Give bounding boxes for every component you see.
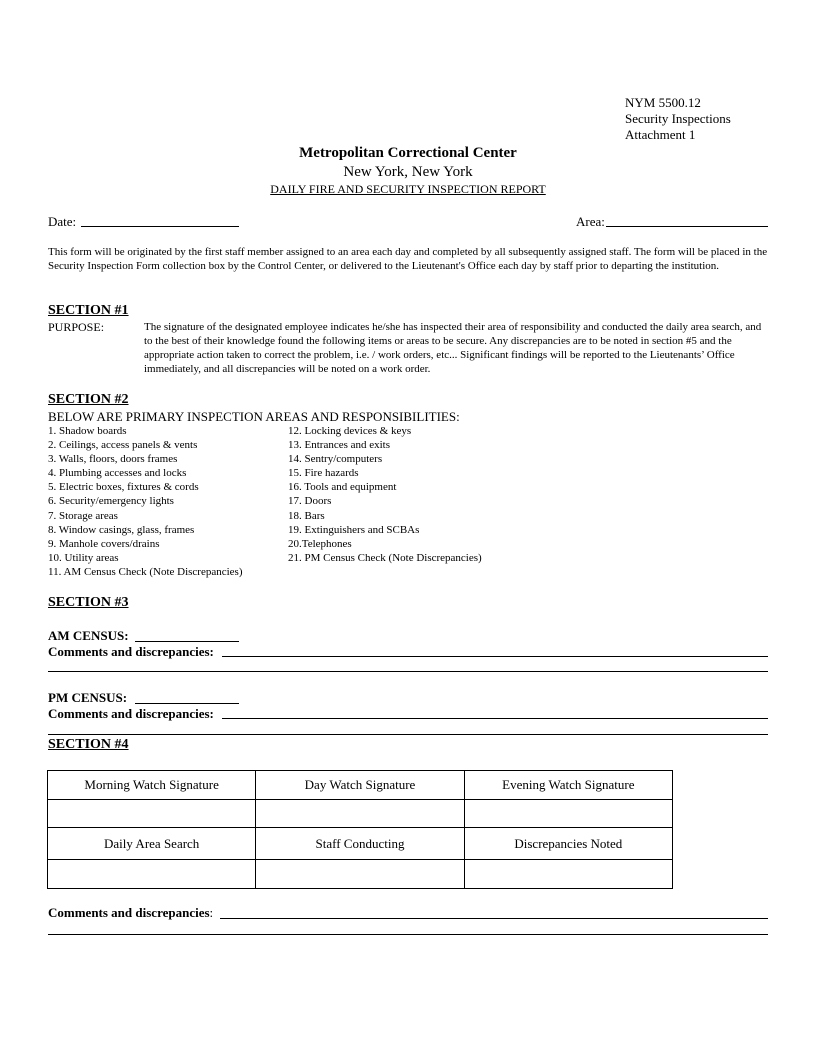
discrepancies-noted-header: Discrepancies Noted [464,828,672,859]
list-item: 9. Manhole covers/drains [48,537,160,550]
morning-watch-signature-cell[interactable] [48,800,256,828]
evening-watch-signature-cell[interactable] [464,800,672,828]
pm-comments-field[interactable] [222,718,768,719]
institution-name: Metropolitan Correctional Center [299,145,517,161]
list-item: 14. Sentry/computers [288,453,383,466]
reference-attachment: Attachment 1 [625,127,696,142]
document-reference [625,95,731,143]
am-census-field[interactable] [135,641,239,642]
final-comments-field[interactable] [220,918,768,919]
day-watch-header: Day Watch Signature [256,771,464,800]
reference-number: NYM 5500.12 [625,95,701,110]
list-item: 19. Extinguishers and SCBAs [288,523,420,536]
pm-comments-label: Comments and discrepancies: [48,706,214,721]
day-watch-signature-cell[interactable] [256,800,464,828]
final-comments-label-wrap [48,905,213,921]
section-1-title: SECTION #1 [48,303,129,318]
final-comments-line-2[interactable] [48,934,768,935]
purpose-text: The signature of the designated employee indicates he/she has inspected their area of responsibility and conducted the daily area search, and to the best of their knowledge found the following items or areas to be secure. Any discrepancies are to be noted in section #5 and the appropriate action taken to correct the problem, i.e. / work orders, etc... Significant findings will be reported to the Lieutenants’ Office immediately, and all discrepancies will be noted on a work order. [144,321,762,375]
signature-table [47,770,673,889]
list-item: 17. Doors [288,495,332,508]
list-item: 15. Fire hazards [288,467,359,480]
list-item: 2. Ceilings, access panels & vents [48,439,198,452]
list-item: 11. AM Census Check (Note Discrepancies) [48,565,243,578]
list-item: 6. Security/emergency lights [48,495,174,508]
purpose-label: PURPOSE: [48,320,105,334]
daily-area-search-header: Daily Area Search [48,828,256,859]
date-label: Date: [48,214,77,229]
final-comments-label: Comments and discrepancies [48,905,210,920]
section-2-heading: BELOW ARE PRIMARY INSPECTION AREAS AND RESPONSIBILITIES: [48,409,460,424]
section-3-title: SECTION #3 [48,595,129,610]
list-item: 10. Utility areas [48,551,119,564]
daily-area-search-cell[interactable] [48,859,256,888]
list-item: 8. Window casings, glass, frames [48,523,195,536]
list-item: 18. Bars [288,509,325,522]
reference-subject: Security Inspections [625,111,731,126]
am-comments-line-2[interactable] [48,671,768,672]
pm-census-field[interactable] [135,703,239,704]
pm-census-label: PM CENSUS: [48,690,128,705]
staff-conducting-header: Staff Conducting [256,828,464,859]
final-comments-colon: : [209,905,214,920]
am-census-label: AM CENSUS: [48,628,129,643]
staff-conducting-cell[interactable] [256,859,464,888]
evening-watch-header: Evening Watch Signature [464,771,672,800]
list-item: 20.Telephones [288,537,352,550]
date-field[interactable] [81,226,239,227]
list-item: 7. Storage areas [48,509,118,522]
pm-comments-line-2[interactable] [48,734,768,735]
section-2-title: SECTION #2 [48,392,129,407]
inspection-list-left [48,424,243,579]
list-item: 4. Plumbing accesses and locks [48,467,187,480]
list-item: 3. Walls, floors, doors frames [48,453,178,466]
intro-paragraph: This form will be originated by the first staff member assigned to an area each day and completed by all subsequently assigned staff. The form will be placed in the Security Inspection Form collection box by the Control Center, or delivered to the Lieutenant's Office each day by staff prior to departing the institution. [48,246,768,272]
list-item: 16. Tools and equipment [288,481,397,494]
section-4-title: SECTION #4 [48,737,129,752]
morning-watch-header: Morning Watch Signature [48,771,256,800]
list-item: 13. Entrances and exits [288,439,391,452]
report-title: DAILY FIRE AND SECURITY INSPECTION REPORT [270,182,546,196]
institution-city: New York, New York [343,164,473,180]
am-comments-label: Comments and discrepancies: [48,644,214,659]
inspection-list-right [288,424,482,565]
list-item: 1. Shadow boards [48,425,127,437]
list-item: 21. PM Census Check (Note Discrepancies) [288,551,482,564]
area-label: Area: [576,214,605,229]
list-item: 12. Locking devices & keys [288,425,412,437]
list-item: 5. Electric boxes, fixtures & cords [48,481,199,494]
area-field[interactable] [606,226,768,227]
discrepancies-noted-cell[interactable] [464,859,672,888]
am-comments-field[interactable] [222,656,768,657]
